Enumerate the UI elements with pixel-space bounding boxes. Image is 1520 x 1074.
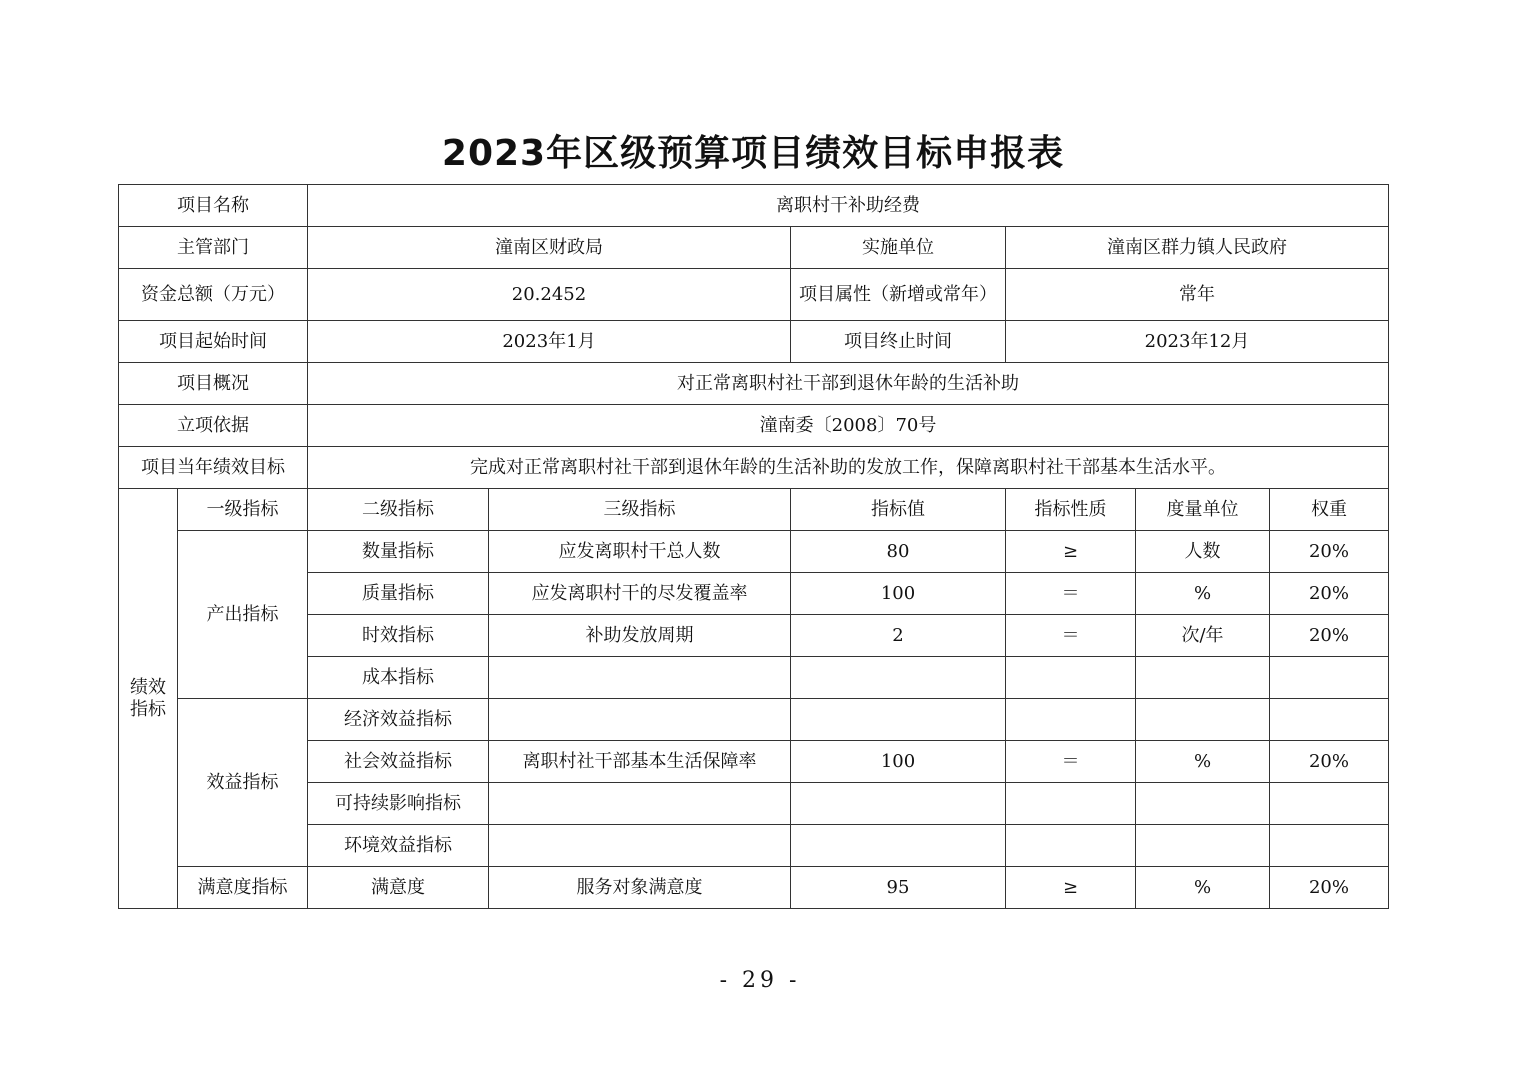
nature-cell [1006,699,1136,741]
value-cell: 100 [791,741,1006,783]
nature-cell: ＝ [1006,573,1136,615]
unit-cell [1136,657,1270,699]
project-name-value: 离职村干补助经费 [308,185,1389,227]
table-row [119,615,1389,657]
unit-cell: 次/年 [1136,615,1270,657]
level2-cell: 环境效益指标 [308,825,489,867]
level2-cell: 时效指标 [308,615,489,657]
funds-value: 20.2452 [308,269,791,321]
header-value: 指标值 [791,489,1006,531]
level3-cell [489,699,791,741]
level2-cell: 可持续影响指标 [308,783,489,825]
weight-cell: 20% [1270,615,1389,657]
value-cell: 95 [791,867,1006,909]
weight-cell [1270,657,1389,699]
level2-cell: 经济效益指标 [308,699,489,741]
header-weight: 权重 [1270,489,1389,531]
start-time-value: 2023年1月 [308,321,791,363]
level3-cell: 离职村社干部基本生活保障率 [489,741,791,783]
row-basis [119,405,1389,447]
level2-cell: 满意度 [308,867,489,909]
row-overview [119,363,1389,405]
weight-cell: 20% [1270,531,1389,573]
project-attr-value: 常年 [1006,269,1389,321]
header-level1: 一级指标 [178,489,308,531]
nature-cell [1006,825,1136,867]
nature-cell: ≥ [1006,531,1136,573]
page-number: - 29 - [719,968,801,993]
start-time-label: 项目起始时间 [119,321,308,363]
unit-cell: % [1136,573,1270,615]
header-nature: 指标性质 [1006,489,1136,531]
overview-label: 项目概况 [119,363,308,405]
row-dept [119,227,1389,269]
value-cell [791,783,1006,825]
value-cell: 80 [791,531,1006,573]
dept-label: 主管部门 [119,227,308,269]
table-row [119,783,1389,825]
project-attr-label: 项目属性（新增或常年） [791,269,1006,321]
level2-cell: 数量指标 [308,531,489,573]
level3-cell: 补助发放周期 [489,615,791,657]
project-name-label: 项目名称 [119,185,308,227]
impl-unit-value: 潼南区群力镇人民政府 [1006,227,1389,269]
table-row [119,657,1389,699]
nature-cell: ＝ [1006,615,1136,657]
nature-cell [1006,657,1136,699]
level3-cell [489,657,791,699]
weight-cell [1270,699,1389,741]
table-row [119,825,1389,867]
level3-cell: 应发离职村干的尽发覆盖率 [489,573,791,615]
weight-cell: 20% [1270,867,1389,909]
header-level3: 三级指标 [489,489,791,531]
overview-value: 对正常离职村社干部到退休年龄的生活补助 [308,363,1389,405]
metrics-side-label: 绩效指标 [119,489,178,909]
level3-cell [489,825,791,867]
basis-value: 潼南委〔2008〕70号 [308,405,1389,447]
table-row [119,573,1389,615]
value-cell [791,657,1006,699]
row-goal [119,447,1389,489]
table-row [119,867,1389,909]
group-output: 产出指标 [178,531,308,699]
unit-cell [1136,783,1270,825]
header-level2: 二级指标 [308,489,489,531]
weight-cell: 20% [1270,573,1389,615]
table-row [119,699,1389,741]
basis-label: 立项依据 [119,405,308,447]
level3-cell [489,783,791,825]
nature-cell: ＝ [1006,741,1136,783]
value-cell: 100 [791,573,1006,615]
level2-cell: 成本指标 [308,657,489,699]
value-cell: 2 [791,615,1006,657]
value-cell [791,699,1006,741]
level2-cell: 社会效益指标 [308,741,489,783]
unit-cell: 人数 [1136,531,1270,573]
metrics-header-row [119,489,1389,531]
unit-cell: % [1136,741,1270,783]
table-row [119,531,1389,573]
nature-cell: ≥ [1006,867,1136,909]
row-project-name [119,185,1389,227]
row-dates [119,321,1389,363]
dept-value: 潼南区财政局 [308,227,791,269]
performance-target-table [118,184,1389,909]
level3-cell: 服务对象满意度 [489,867,791,909]
unit-cell [1136,825,1270,867]
impl-unit-label: 实施单位 [791,227,1006,269]
nature-cell [1006,783,1136,825]
unit-cell: % [1136,867,1270,909]
group-benefit: 效益指标 [178,699,308,867]
header-unit: 度量单位 [1136,489,1270,531]
group-satisfaction: 满意度指标 [178,867,308,909]
funds-label: 资金总额（万元） [119,269,308,321]
goal-label: 项目当年绩效目标 [119,447,308,489]
weight-cell [1270,825,1389,867]
value-cell [791,825,1006,867]
end-time-value: 2023年12月 [1006,321,1389,363]
goal-value: 完成对正常离职村社干部到退休年龄的生活补助的发放工作，保障离职村社干部基本生活水平。 [308,447,1389,489]
level2-cell: 质量指标 [308,573,489,615]
end-time-label: 项目终止时间 [791,321,1006,363]
level3-cell: 应发离职村干总人数 [489,531,791,573]
table-row [119,741,1389,783]
page-title: 2023年区级预算项目绩效目标申报表 [441,133,1065,174]
weight-cell: 20% [1270,741,1389,783]
weight-cell [1270,783,1389,825]
row-funds [119,269,1389,321]
unit-cell [1136,699,1270,741]
